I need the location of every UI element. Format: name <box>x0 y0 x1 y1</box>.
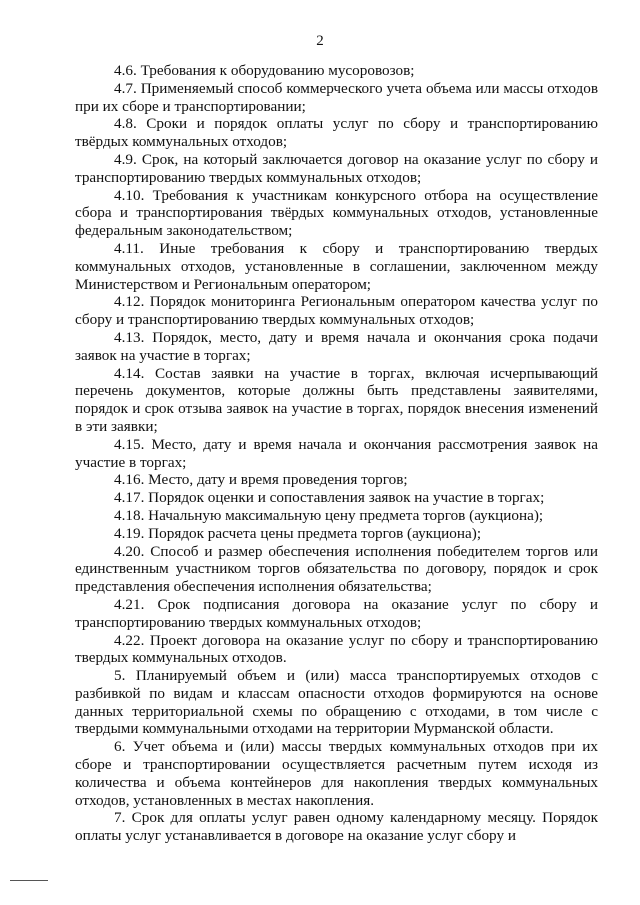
paragraph-4-11: 4.11. Иные требования к сбору и транспортированию твердых коммунальных отходов, установленные в соглашении, заключенном между Министерством и Региональным оператором; <box>75 239 598 293</box>
paragraph-4-19: 4.19. Порядок расчета цены предмета торгов (аукциона); <box>114 524 482 542</box>
paragraph-4-22: 4.22. Проект договора на оказание услуг по сбору и транспортированию твердых коммунальных отходов. <box>75 631 598 667</box>
paragraph-4-7: 4.7. Применяемый способ коммерческого учета объема или массы отходов при их сборе и транспортировании; <box>75 79 598 115</box>
paragraph-4-15: 4.15. Место, дату и время начала и окончания рассмотрения заявок на участие в торгах; <box>75 435 598 471</box>
paragraph-7: 7. Срок для оплаты услуг равен одному календарному месяцу. Порядок оплаты услуг устанавливается в договоре на оказание услуг сбору и <box>75 809 598 845</box>
paragraph-4-18: 4.18. Начальную максимальную цену предмета торгов (аукциона); <box>114 506 544 524</box>
paragraph-4-17: 4.17. Порядок оценки и сопоставления заявок на участие в торгах; <box>114 489 545 507</box>
page-number: 2 <box>316 33 324 49</box>
paragraph-4-10: 4.10. Требования к участникам конкурсного отбора на осуществление сбора и транспортирования твёрдых коммунальных отходов, установленные федеральным законодательством; <box>75 186 598 240</box>
paragraph-4-9: 4.9. Срок, на который заключается договор на оказание услуг по сбору и транспортированию твердых коммунальных отходов; <box>75 150 598 186</box>
paragraph-4-20: 4.20. Способ и размер обеспечения исполнения победителем торгов или единственным участником торгов обязательства по договору, порядок и срок представления обеспечения исполнения обязательства; <box>75 542 598 596</box>
paragraph-4-21: 4.21. Срок подписания договора на оказание услуг по сбору и транспортированию твердых коммунальных отходов; <box>75 595 598 631</box>
paragraph-4-12: 4.12. Порядок мониторинга Региональным оператором качества услуг по сбору и транспортированию твердых коммунальных отходов; <box>75 293 598 329</box>
paragraph-6: 6. Учет объема и (или) массы твердых коммунальных отходов при их сборе и транспортировании осуществляется расчетным путем исходя из количества и объема контейнеров для накопления твердых коммунальных отходов, установленных в местах накопления. <box>75 738 598 809</box>
footer-rule <box>10 880 48 881</box>
paragraph-4-14: 4.14. Состав заявки на участие в торгах, включая исчерпывающий перечень документов, которые должны быть представлены заявителями, порядок и срок отзыва заявок на участие в торгах, порядок внесения изменений в эти заявки; <box>75 364 598 435</box>
paragraph-4-8: 4.8. Сроки и порядок оплаты услуг по сбору и транспортированию твёрдых коммунальных отходов; <box>75 115 598 151</box>
paragraph-4-6: 4.6. Требования к оборудованию мусоровозов; <box>114 62 415 79</box>
paragraph-5: 5. Планируемый объем и (или) масса транспортируемых отходов с разбивкой по видам и классам опасности отходов формируются на основе данных территориальной схемы по обращению с отходами, в том числе с твердыми коммунальными отходами на территории Мурманской области. <box>75 667 598 738</box>
paragraph-4-16: 4.16. Место, дату и время проведения торгов; <box>114 471 408 489</box>
paragraph-4-13: 4.13. Порядок, место, дату и время начала и окончания срока подачи заявок на участие в торгах; <box>75 328 598 364</box>
document-body <box>75 62 598 845</box>
